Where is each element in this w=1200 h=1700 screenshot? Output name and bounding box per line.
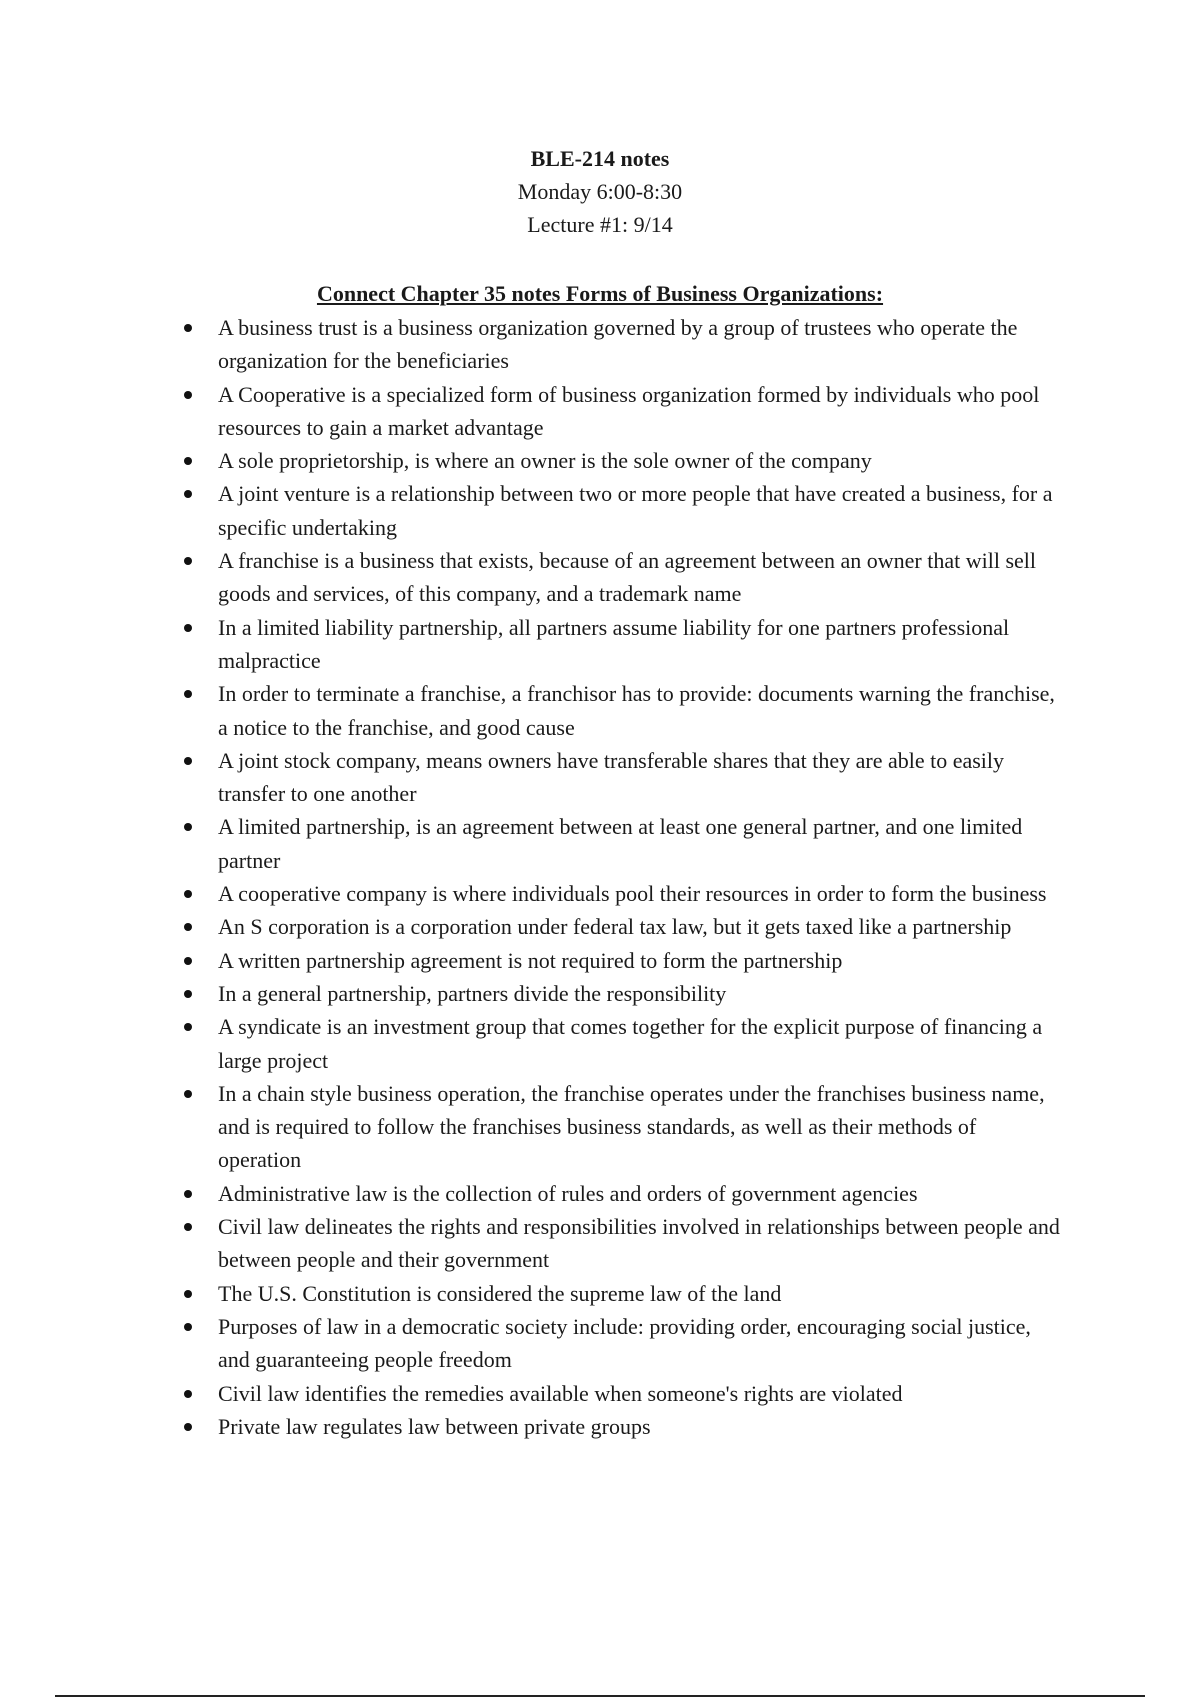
list-item	[182, 1377, 1062, 1410]
list-item	[182, 477, 1062, 544]
list-item	[182, 1010, 1062, 1077]
list-item	[182, 1077, 1062, 1177]
bullet-icon	[184, 624, 192, 632]
list-item-text: An S corporation is a corporation under federal tax law, but it gets taxed like a partnership	[218, 914, 1012, 940]
lecture-label: Lecture #1: 9/14	[527, 212, 673, 237]
bullet-icon	[184, 990, 192, 998]
list-item-text: In a general partnership, partners divide the responsibility	[218, 980, 727, 1006]
list-item	[182, 1310, 1062, 1377]
list-item	[182, 544, 1062, 611]
bullet-icon	[184, 490, 192, 498]
list-item-text: A Cooperative is a specialized form of business organization formed by individuals who pool resources to gain a market advantage	[218, 381, 1040, 440]
list-item-text: A joint stock company, means owners have transferable shares that they are able to easily transfer to one another	[218, 747, 1005, 807]
list-item	[182, 378, 1062, 445]
list-item	[182, 944, 1062, 977]
list-item-text: A franchise is a business that exists, because of an agreement between an owner that will sell goods and services, of this company, and a trademark name	[218, 548, 1037, 607]
bullet-icon	[184, 757, 192, 765]
bullet-icon	[184, 557, 192, 565]
bullet-icon	[184, 957, 192, 965]
bullet-icon	[184, 890, 192, 898]
list-item	[182, 677, 1062, 744]
bullet-icon	[184, 1290, 192, 1298]
list-item-text: A written partnership agreement is not required to form the partnership	[218, 947, 843, 973]
bullet-icon	[184, 1323, 192, 1331]
list-item	[182, 611, 1062, 678]
list-item-text: Civil law identifies the remedies available when someone's rights are violated	[218, 1380, 903, 1406]
list-item-text: A syndicate is an investment group that comes together for the explicit purpose of financing a large project	[218, 1014, 1043, 1073]
list-item-text: A business trust is a business organization governed by a group of trustees who operate the organization for the beneficiaries	[218, 315, 1018, 374]
document-header	[0, 142, 1200, 241]
list-item	[182, 444, 1062, 477]
notes-list	[182, 311, 1062, 1443]
bullet-icon	[184, 324, 192, 332]
list-item	[182, 910, 1062, 943]
list-item-text: Purposes of law in a democratic society include: providing order, encouraging social justice, and guaranteeing people freedom	[218, 1313, 1031, 1373]
list-item-text: The U.S. Constitution is considered the supreme law of the land	[218, 1280, 782, 1306]
bullet-icon	[184, 1190, 192, 1198]
bullet-icon	[184, 823, 192, 831]
list-item-text: In a chain style business operation, the franchise operates under the franchises business name, and is required to follow the franchises business standards, as well as their methods of operation	[218, 1080, 1045, 1173]
footer-divider	[55, 1695, 1145, 1697]
list-item	[182, 744, 1062, 811]
list-item-text: In a limited liability partnership, all partners assume liability for one partners professional malpractice	[218, 614, 1010, 673]
list-item	[182, 877, 1062, 910]
bullet-icon	[184, 1423, 192, 1431]
bullet-icon	[184, 690, 192, 698]
list-item	[182, 1410, 1062, 1443]
list-item	[182, 1210, 1062, 1277]
list-item	[182, 810, 1062, 877]
list-item	[182, 1277, 1062, 1310]
class-schedule: Monday 6:00-8:30	[517, 179, 683, 204]
bullet-icon	[184, 1223, 192, 1231]
bullet-icon	[184, 1023, 192, 1031]
list-item-text: Civil law delineates the rights and responsibilities involved in relationships between people and between people and their government	[218, 1214, 1060, 1273]
list-item-text: A sole proprietorship, is where an owner is the sole owner of the company	[218, 448, 872, 474]
list-item-text: A limited partnership, is an agreement between at least one general partner, and one limited partner	[218, 814, 1023, 873]
list-item	[182, 1177, 1062, 1210]
bullet-icon	[184, 1390, 192, 1398]
list-item-text: A cooperative company is where individuals pool their resources in order to form the business	[218, 881, 1047, 907]
list-item-text: In order to terminate a franchise, a franchisor has to provide: documents warning the franchise, a notice to the franchise, and good cause	[218, 681, 1055, 740]
bullet-icon	[184, 1090, 192, 1098]
document-title: BLE-214 notes	[530, 146, 670, 171]
list-item-text: Administrative law is the collection of rules and orders of government agencies	[218, 1180, 918, 1206]
bullet-icon	[184, 457, 192, 465]
section-heading: Connect Chapter 35 notes Forms of Business Organizations:	[316, 281, 884, 306]
list-item-text: Private law regulates law between private groups	[218, 1413, 651, 1439]
list-item-text: A joint venture is a relationship between two or more people that have created a business, for a specific undertaking	[218, 481, 1053, 540]
bullet-icon	[184, 923, 192, 931]
bullet-icon	[184, 391, 192, 399]
list-item	[182, 977, 1062, 1010]
list-item	[182, 311, 1062, 378]
